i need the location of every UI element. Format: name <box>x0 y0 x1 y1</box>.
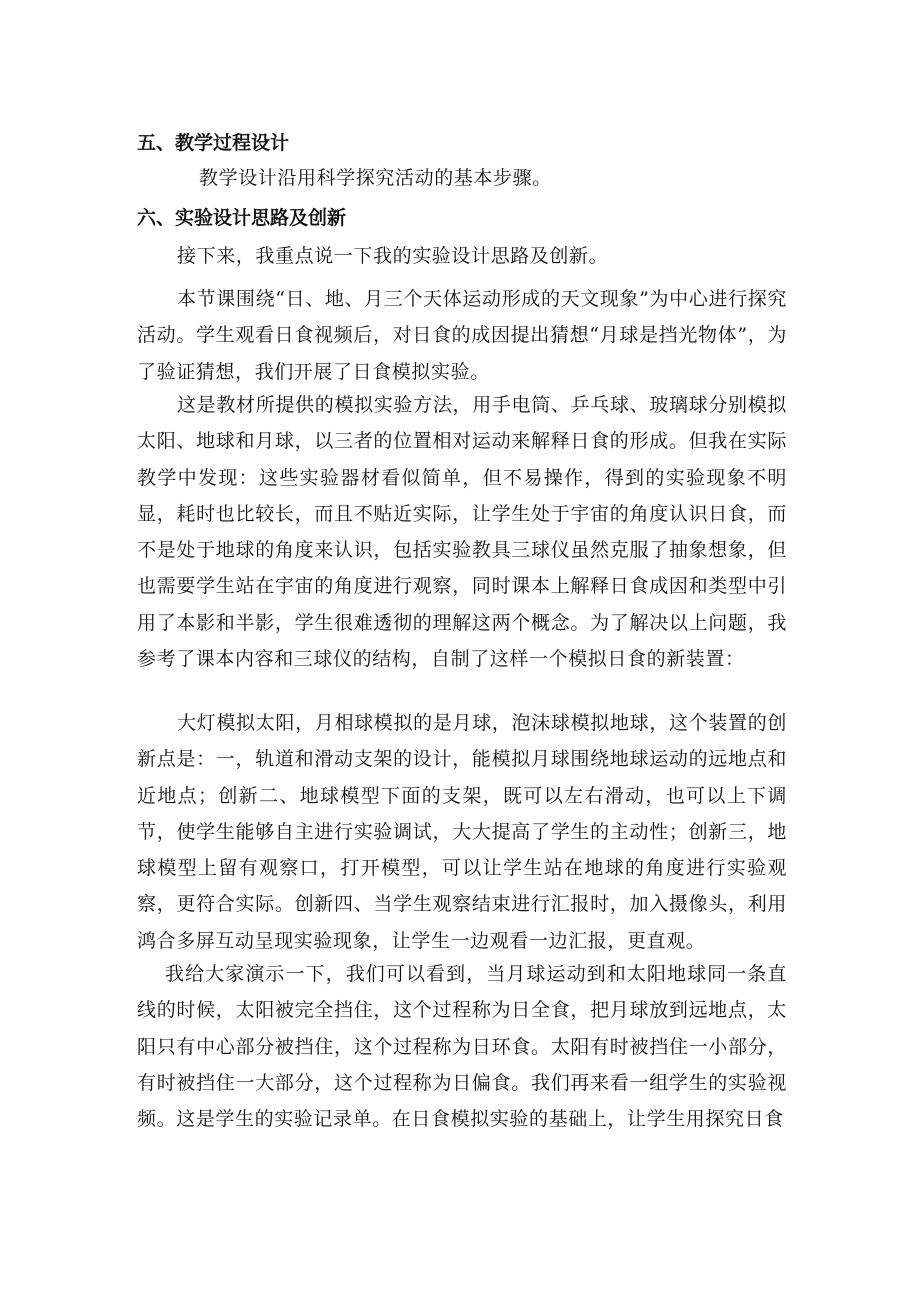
paragraph-3: 这是教材所提供的模拟实验方法，用手电筒、乒乓球、玻璃球分别模拟太阳、地球和月球，以三者的位置相对运动来解释日食的形成。但我在实际教学中发现：这些实验器材看似简单，但不易操作，得到的实验现象不明显，耗时也比较长，而且不贴近实际，让学生处于宇宙的角度认识日食，而不是处于地球的角度来认识，包括实验教具三球仪虽然克服了抽象想象，但也需要学生站在宇宙的角度进行观察，同时课本上解释日食成因和类型中引用了本影和半影，学生很难透彻的理解这两个概念。为了解决以上问题，我参考了课本内容和三球仪的结构，自制了这样一个模拟日食的新装置： <box>137 394 787 671</box>
paragraph-teaching-process: 教学设计沿用科学探究活动的基本步骤。 <box>199 167 552 189</box>
paragraph-4: 大灯模拟太阳，月相球模拟的是月球，泡沫球模拟地球，这个装置的创新点是：一，轨道和滑动支架的设计，能模拟月球围绕地球运动的远地点和近地点；创新二、地球模型下面的支架，既可以左右滑动，也可以上下调节，使学生能够自主进行实验调试，大大提高了学生的主动性；创新三，地球模型上留有观察口，打开模型，可以让学生站在地球的角度进行实验观察，更符合实际。创新四、当学生观察结束进行汇报时，加入摄像头，利用鸿合多屏互动呈现实验现象，让学生一边观看一边汇报，更直观。 <box>137 712 787 952</box>
section-heading-experiment-design: 六、实验设计思路及创新 <box>137 207 347 229</box>
paragraph-5: 我给大家演示一下，我们可以看到，当月球运动到和太阳地球同一条直线的时候，太阳被完全挡住，这个过程称为日全食，把月球放到远地点，太阳只有中心部分被挡住，这个过程称为日环食。太阳有时被挡住一小部分，有时被挡住一大部分，这个过程称为日偏食。我们再来看一组学生的实验视频。这是学生的实验记录单。在日食模拟实验的基础上，让学生用探究日食 <box>137 963 787 1131</box>
section-heading-teaching-process: 五、教学过程设计 <box>137 132 290 154</box>
paragraph-2: 本节课围绕“日、地、月三个天体运动形成的天文现象”为中心进行探究活动。学生观看日食视频后，对日食的成因提出猜想“月球是挡光物体”，为了验证猜想，我们开展了日食模拟实验。 <box>137 288 787 383</box>
paragraph-1: 接下来，我重点说一下我的实验设计思路及创新。 <box>177 245 609 267</box>
